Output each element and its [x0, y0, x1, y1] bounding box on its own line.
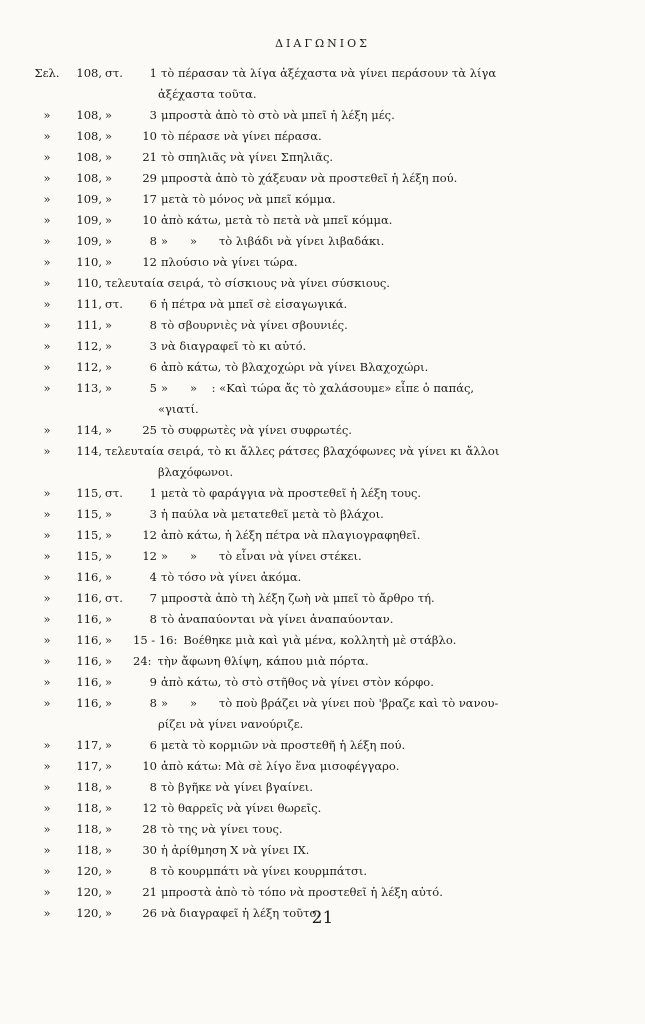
line-number: 26	[142, 906, 157, 920]
errata-row	[28, 567, 628, 588]
ditto-mark: »	[105, 654, 113, 668]
correction-continuation: ἀξέχαστα τοῦτα.	[158, 87, 257, 101]
ditto-mark: »	[43, 150, 51, 164]
correction-text: τὸ θαρρεῖς νὰ γίνει θωρεῖς.	[161, 801, 322, 815]
ditto-mark: »	[105, 843, 113, 857]
line-number: 12	[142, 255, 157, 269]
correction-text: μπροστὰ ἀπὸ τὸ στὸ νὰ μπεῖ ἡ λέξη μές.	[161, 108, 395, 122]
errata-row	[28, 441, 628, 462]
page-number: 108,	[76, 150, 102, 164]
correction-text: ἡ παύλα νὰ μετατεθεῖ μετὰ τὸ βλάχοι.	[161, 507, 384, 521]
ditto-mark: »	[43, 507, 51, 521]
errata-row	[28, 546, 628, 567]
page-number: 116,	[76, 675, 102, 689]
errata-row	[28, 252, 628, 273]
page-number: 109,	[76, 192, 102, 206]
line-number: 30	[142, 843, 157, 857]
page-number: 118,	[76, 822, 102, 836]
ditto-mark: »	[105, 171, 113, 185]
correction-text: τὸ πέρασε νὰ γίνει πέρασα.	[161, 129, 322, 143]
ditto-mark: »	[43, 696, 51, 710]
errata-row	[28, 294, 628, 315]
errata-row	[28, 231, 628, 252]
errata-row	[28, 357, 628, 378]
correction-text: » » τὸ ποὺ βράζει νὰ γίνει ποὺ 'βραζε καὶ τὸ νανου-	[161, 696, 499, 710]
correction-text: νὰ διαγραφεῖ τὸ κι αὐτό.	[161, 339, 307, 353]
page-number: 113,	[76, 381, 102, 395]
correction-text: τὸ βγῆκε νὰ γίνει βγαίνει.	[161, 780, 313, 794]
ditto-mark: »	[105, 570, 113, 584]
ditto-mark: »	[105, 192, 113, 206]
correction-text: μπροστὰ ἀπὸ τὴ λέξη ζωὴ νὰ μπεῖ τὸ ἄρθρο τή.	[161, 591, 435, 605]
line-number: 21	[142, 150, 157, 164]
ditto-mark: »	[43, 885, 51, 899]
line-abbrev: στ.	[105, 486, 123, 500]
ditto-mark: »	[43, 213, 51, 227]
line-number: 6	[149, 738, 157, 752]
ditto-mark: »	[43, 675, 51, 689]
ditto-mark: »	[105, 423, 113, 437]
correction-text: τὸ σπηλιᾶς νὰ γίνει Σπηλιᾶς.	[161, 150, 334, 164]
correction-text: » » τὸ λιβάδι νὰ γίνει λιβαδάκι.	[161, 234, 385, 248]
ditto-mark: »	[43, 339, 51, 353]
page-number: 118,	[76, 843, 102, 857]
correction-text: μετὰ τὸ φαράγγια νὰ προστεθεῖ ἡ λέξη τους.	[161, 486, 422, 500]
line-number: 25	[142, 423, 157, 437]
line-number: 17	[142, 192, 157, 206]
ditto-mark: »	[43, 654, 51, 668]
errata-row	[28, 735, 628, 756]
ditto-mark: »	[105, 906, 113, 920]
ditto-mark: »	[105, 696, 113, 710]
page-number: 116,	[76, 633, 102, 647]
errata-row	[28, 525, 628, 546]
ditto-mark: »	[43, 171, 51, 185]
errata-row	[28, 882, 628, 903]
errata-row	[28, 168, 628, 189]
ditto-mark: »	[43, 486, 51, 500]
correction-text: μπροστὰ ἀπὸ τὸ χάξευαν νὰ προστεθεῖ ἡ λέξη πού.	[161, 171, 458, 185]
correction-continuation: «γιατί.	[158, 402, 199, 416]
line-number: 15 - 16:	[133, 633, 178, 647]
ditto-mark: »	[43, 234, 51, 248]
line-number: 29	[142, 171, 157, 185]
ditto-mark: »	[43, 192, 51, 206]
page-number: 108,	[76, 129, 102, 143]
ditto-mark: »	[43, 780, 51, 794]
ditto-mark: »	[105, 129, 113, 143]
page-number: 114,	[76, 444, 102, 458]
line-number: 21	[142, 885, 157, 899]
correction-text: τελευταία σειρά, τὸ σίσκιους νὰ γίνει σύσκιους.	[105, 276, 390, 290]
ditto-mark: »	[43, 297, 51, 311]
ditto-mark: »	[43, 822, 51, 836]
page-number: 120,	[76, 864, 102, 878]
line-number: 8	[149, 318, 157, 332]
ditto-mark: »	[105, 150, 113, 164]
ditto-mark: »	[105, 738, 113, 752]
ditto-mark: »	[105, 360, 113, 374]
line-number: 3	[149, 507, 157, 521]
errata-row	[28, 483, 628, 504]
ditto-mark: »	[105, 549, 113, 563]
errata-row	[28, 798, 628, 819]
correction-text: » » τὸ εἶναι νὰ γίνει στέκει.	[161, 549, 362, 563]
page-number: 120,	[76, 906, 102, 920]
line-number: 10	[142, 759, 157, 773]
line-number: 6	[149, 297, 157, 311]
ditto-mark: »	[43, 864, 51, 878]
line-number: 3	[149, 339, 157, 353]
ditto-mark: »	[105, 864, 113, 878]
line-number: 8	[149, 234, 157, 248]
correction-text: τὴν ἄφωνη θλίψη, κάπου μιὰ πόρτα.	[157, 654, 369, 668]
correction-text: τὸ σβουρνιὲς νὰ γίνει σβουνιές.	[161, 318, 348, 332]
page-number: 115,	[76, 528, 102, 542]
errata-row	[28, 63, 628, 84]
ditto-mark: »	[43, 801, 51, 815]
ditto-mark: »	[105, 213, 113, 227]
ditto-mark: »	[43, 360, 51, 374]
line-number: 12	[142, 801, 157, 815]
correction-text: ἡ πέτρα νὰ μπεῖ σὲ εἰσαγωγικά.	[161, 297, 348, 311]
errata-row	[28, 210, 628, 231]
ditto-mark: »	[105, 381, 113, 395]
ditto-mark: »	[43, 759, 51, 773]
page-number: 117,	[76, 738, 102, 752]
errata-row	[28, 651, 628, 672]
line-number: 1	[149, 66, 157, 80]
ditto-mark: »	[105, 507, 113, 521]
page-number: 111,	[76, 297, 102, 311]
ditto-mark: »	[105, 318, 113, 332]
ditto-mark: »	[43, 108, 51, 122]
errata-row	[28, 693, 628, 714]
line-number: 6	[149, 360, 157, 374]
page-abbrev: Σελ.	[34, 66, 60, 80]
ditto-mark: »	[105, 255, 113, 269]
page-number: 116,	[76, 696, 102, 710]
line-number: 8	[149, 864, 157, 878]
ditto-mark: »	[43, 612, 51, 626]
correction-text: » » : «Καὶ τώρα ἄς τὸ χαλάσουμε» εἶπε ὁ παπάς,	[161, 381, 475, 395]
errata-row	[28, 105, 628, 126]
errata-row	[28, 861, 628, 882]
ditto-mark: »	[105, 885, 113, 899]
errata-row	[28, 273, 628, 294]
line-abbrev: στ.	[105, 591, 123, 605]
page-number: 116,	[76, 612, 102, 626]
correction-text: τὸ κουρμπάτι νὰ γίνει κουρμπάτσι.	[161, 864, 368, 878]
page-number: 109,	[76, 234, 102, 248]
errata-row	[28, 378, 628, 399]
line-number: 1	[149, 486, 157, 500]
running-header: ΔΙΑΓΩΝΙΟΣ	[275, 37, 370, 50]
errata-row	[28, 189, 628, 210]
correction-text: τὸ της νὰ γίνει τους.	[161, 822, 283, 836]
page-number: 110,	[76, 255, 102, 269]
ditto-mark: »	[105, 234, 113, 248]
line-number: 9	[149, 675, 157, 689]
page-number: 115,	[76, 507, 102, 521]
correction-continuation: ρίζει νὰ γίνει νανούριζε.	[158, 717, 304, 731]
errata-list	[28, 63, 628, 924]
errata-row	[28, 588, 628, 609]
line-number: 7	[149, 591, 157, 605]
ditto-mark: »	[43, 549, 51, 563]
page-number: 108,	[76, 108, 102, 122]
line-number: 4	[149, 570, 157, 584]
line-number: 8	[149, 780, 157, 794]
correction-text: μετὰ τὸ κορμιῶν νὰ προστεθῆ ἡ λέξη πού.	[161, 738, 406, 752]
page-number: 117,	[76, 759, 102, 773]
errata-row	[28, 840, 628, 861]
ditto-mark: »	[105, 822, 113, 836]
page-number-footer: 21	[311, 908, 334, 928]
line-number: 24:	[133, 654, 152, 668]
line-abbrev: στ.	[105, 66, 123, 80]
page-number: 120,	[76, 885, 102, 899]
ditto-mark: »	[43, 570, 51, 584]
correction-text: ἡ ἀρίθμηση Χ νὰ γίνει ΙΧ.	[161, 843, 310, 857]
ditto-mark: »	[43, 843, 51, 857]
correction-text: ἀπὸ κάτω, μετὰ τὸ πετὰ νὰ μπεῖ κόμμα.	[161, 213, 393, 227]
errata-row	[28, 126, 628, 147]
ditto-mark: »	[43, 738, 51, 752]
line-abbrev: στ.	[105, 297, 123, 311]
ditto-mark: »	[105, 633, 113, 647]
correction-text: Βοέθηκε μιὰ καὶ γιὰ μένα, κολλητὴ μὲ στάβλο.	[183, 633, 457, 647]
correction-text: μπροστὰ ἀπὸ τὸ τόπο νὰ προστεθεῖ ἡ λέξη αὐτό.	[161, 885, 443, 899]
correction-text: ἀπὸ κάτω: Μὰ σὲ λίγο ἕνα μισοφέγγαρο.	[161, 759, 400, 773]
errata-row	[28, 819, 628, 840]
errata-row	[28, 609, 628, 630]
page-number: 116,	[76, 654, 102, 668]
page-number: 108,	[76, 66, 102, 80]
correction-text: τὸ πέρασαν τὰ λίγα ἀξέχαστα νὰ γίνει περάσουν τὰ λίγα	[161, 66, 497, 80]
ditto-mark: »	[105, 759, 113, 773]
page-number: 109,	[76, 213, 102, 227]
ditto-mark: »	[105, 528, 113, 542]
correction-continuation: βλαχόφωνοι.	[158, 465, 234, 479]
ditto-mark: »	[105, 612, 113, 626]
page-number: 115,	[76, 486, 102, 500]
page-number: 112,	[76, 339, 102, 353]
ditto-mark: »	[43, 633, 51, 647]
ditto-mark: »	[43, 381, 51, 395]
correction-text: ἀπὸ κάτω, τὸ στὸ στῆθος νὰ γίνει στὸν κόρφο.	[161, 675, 434, 689]
ditto-mark: »	[43, 318, 51, 332]
page-number: 110,	[76, 276, 102, 290]
correction-text: νὰ διαγραφεῖ ἡ λέξη τοῦτο.	[161, 906, 321, 920]
line-number: 28	[142, 822, 157, 836]
ditto-mark: »	[43, 255, 51, 269]
ditto-mark: »	[43, 906, 51, 920]
errata-row	[28, 336, 628, 357]
errata-row	[28, 147, 628, 168]
page-number: 112,	[76, 360, 102, 374]
correction-text: τὸ τόσο νὰ γίνει ἀκόμα.	[161, 570, 302, 584]
page-number: 116,	[76, 570, 102, 584]
ditto-mark: »	[43, 591, 51, 605]
page-number: 116,	[76, 591, 102, 605]
errata-row	[28, 756, 628, 777]
correction-text: τελευταία σειρά, τὸ κι ἄλλες ράτσες βλαχόφωνες νὰ γίνει κι ἄλλοι	[105, 444, 500, 458]
line-number: 12	[142, 528, 157, 542]
correction-text: πλούσιο νὰ γίνει τώρα.	[161, 255, 298, 269]
errata-row	[28, 420, 628, 441]
errata-row	[28, 315, 628, 336]
ditto-mark: »	[105, 339, 113, 353]
ditto-mark: »	[105, 780, 113, 794]
ditto-mark: »	[43, 423, 51, 437]
correction-text: μετὰ τὸ μόνος νὰ μπεῖ κόμμα.	[161, 192, 336, 206]
line-number: 8	[149, 696, 157, 710]
correction-text: ἀπὸ κάτω, ἡ λέξη πέτρα νὰ πλαγιογραφηθεῖ.	[161, 528, 421, 542]
line-number: 10	[142, 129, 157, 143]
line-number: 5	[149, 381, 157, 395]
ditto-mark: »	[105, 801, 113, 815]
page-number: 115,	[76, 549, 102, 563]
line-number: 8	[149, 612, 157, 626]
correction-text: ἀπὸ κάτω, τὸ βλαχοχώρι νὰ γίνει Βλαχοχώρι.	[161, 360, 429, 374]
errata-row	[28, 504, 628, 525]
ditto-mark: »	[43, 528, 51, 542]
line-number: 12	[142, 549, 157, 563]
ditto-mark: »	[43, 444, 51, 458]
ditto-mark: »	[105, 675, 113, 689]
errata-row	[28, 777, 628, 798]
ditto-mark: »	[43, 129, 51, 143]
ditto-mark: »	[43, 276, 51, 290]
page-number: 114,	[76, 423, 102, 437]
line-number: 3	[149, 108, 157, 122]
errata-row	[28, 630, 628, 651]
correction-text: τὸ ἀναπαύονται νὰ γίνει ἀναπαύονταν.	[161, 612, 394, 626]
correction-text: τὸ συφρωτὲς νὰ γίνει συφρωτές.	[161, 423, 352, 437]
page-number: 111,	[76, 318, 102, 332]
page-number: 118,	[76, 801, 102, 815]
page-number: 108,	[76, 171, 102, 185]
line-number: 10	[142, 213, 157, 227]
errata-row	[28, 672, 628, 693]
ditto-mark: »	[105, 108, 113, 122]
page-number: 118,	[76, 780, 102, 794]
